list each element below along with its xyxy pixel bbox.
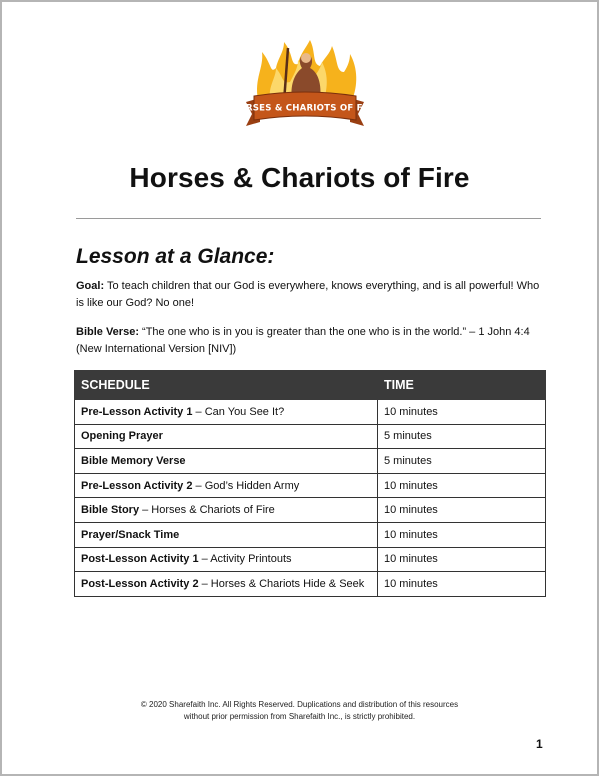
- activity-detail: – Can You See It?: [192, 405, 285, 418]
- bible-verse-text: “The one who is in you is greater than the one who is in the world.” – 1 John 4:4 (New International Version [NIV]): [76, 326, 530, 355]
- activity-cell: [75, 498, 378, 523]
- activity-title: Pre-Lesson Activity 1: [81, 405, 193, 418]
- activity-cell: [75, 547, 378, 572]
- table-row: [75, 522, 546, 547]
- page-title: Horses & Chariots of Fire: [129, 162, 470, 193]
- copyright-footer: [2, 699, 597, 723]
- bible-verse-label: Bible Verse:: [76, 326, 139, 338]
- schedule-header-row: [75, 371, 546, 400]
- time-cell: 10 minutes: [378, 547, 546, 572]
- table-row: [75, 400, 546, 425]
- goal-text: To teach children that our God is everywhere, knows everything, and is all powerful! Who is like our God? No one!: [76, 280, 540, 309]
- time-cell: 5 minutes: [378, 424, 546, 449]
- activity-title: Post-Lesson Activity 1: [81, 553, 199, 566]
- goal-paragraph: [76, 278, 546, 312]
- table-row: [75, 572, 546, 597]
- time-cell: 10 minutes: [378, 572, 546, 597]
- activity-detail: – God’s Hidden Army: [192, 479, 300, 492]
- activity-detail: – Horses & Chariots Hide & Seek: [198, 577, 365, 590]
- time-cell: 10 minutes: [378, 473, 546, 498]
- schedule-table: [74, 370, 546, 597]
- table-row: [75, 547, 546, 572]
- activity-title: Bible Story: [81, 504, 140, 517]
- table-row: [75, 498, 546, 523]
- activity-cell: [75, 473, 378, 498]
- section-heading: Lesson at a Glance:: [76, 245, 275, 268]
- copyright-line-1: © 2020 Sharefaith Inc. All Rights Reserved. Duplications and distribution of this resources: [140, 700, 459, 709]
- bible-verse-paragraph: [76, 324, 546, 358]
- table-row: [75, 473, 546, 498]
- activity-title: Bible Memory Verse: [81, 454, 186, 467]
- activity-title: Pre-Lesson Activity 2: [81, 479, 193, 492]
- table-row: [75, 424, 546, 449]
- activity-title: Post-Lesson Activity 2: [81, 577, 199, 590]
- activity-cell: [75, 424, 378, 449]
- time-column-header: TIME: [378, 371, 546, 400]
- activity-cell: [75, 449, 378, 474]
- horses-chariots-logo: [231, 38, 379, 138]
- logo-banner-text: HORSES & CHARIOTS OF FIRE: [231, 103, 379, 114]
- copyright-line-2: without prior permission from Sharefaith Inc., is strictly prohibited.: [183, 712, 416, 721]
- activity-title: Prayer/Snack Time: [81, 528, 180, 541]
- schedule-column-header: SCHEDULE: [75, 371, 378, 400]
- table-row: [75, 449, 546, 474]
- activity-detail: – Horses & Chariots of Fire: [139, 504, 275, 517]
- time-cell: 10 minutes: [378, 498, 546, 523]
- title-divider: [76, 218, 541, 219]
- activity-cell: [75, 522, 378, 547]
- activity-detail: – Activity Printouts: [198, 553, 292, 566]
- activity-cell: [75, 572, 378, 597]
- activity-cell: [75, 400, 378, 425]
- prophet-head: [301, 53, 311, 63]
- time-cell: 5 minutes: [378, 449, 546, 474]
- activity-title: Opening Prayer: [81, 430, 163, 443]
- goal-label: Goal:: [76, 280, 105, 292]
- time-cell: 10 minutes: [378, 522, 546, 547]
- page-number: 1: [536, 737, 543, 751]
- time-cell: 10 minutes: [378, 400, 546, 425]
